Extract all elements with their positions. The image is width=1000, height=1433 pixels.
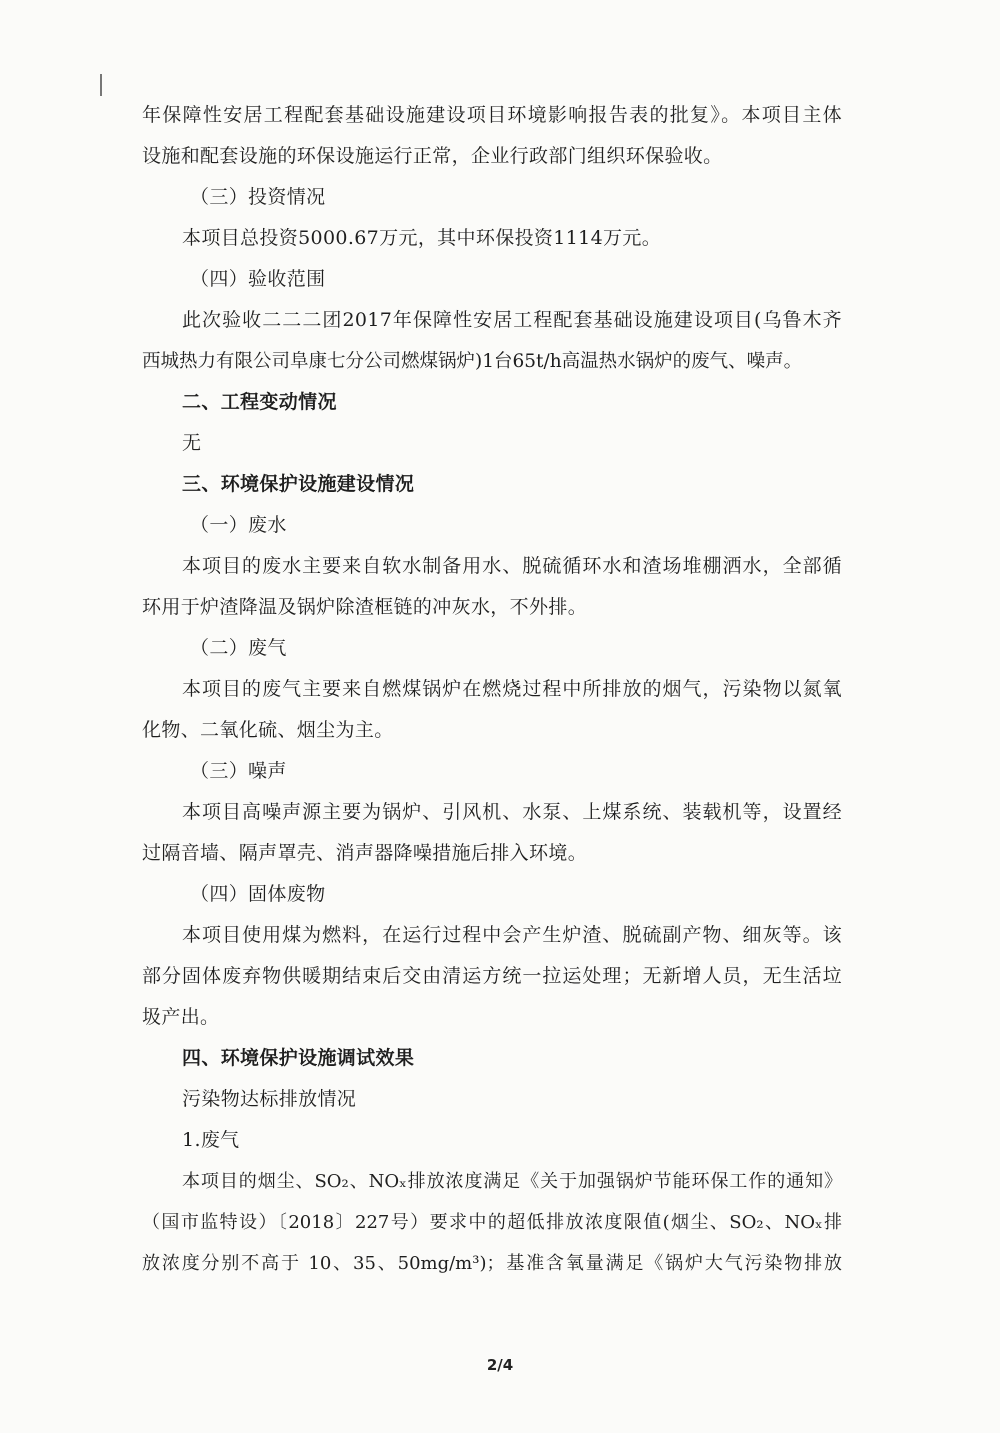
paragraph-line: 本项目使用煤为燃料，在运行过程中会产生炉渣、脱硫副产物、细灰等。该 [182, 924, 842, 946]
section-heading: 四、环境保护设施调试效果 [182, 1047, 415, 1069]
paragraph-line: 本项目高噪声源主要为锅炉、引风机、水泵、上煤系统、装载机等，设置经 [182, 801, 842, 823]
paragraph-line: 此次验收二二二团2017年保障性安居工程配套基础设施建设项目(乌鲁木齐 [182, 309, 842, 331]
paragraph-line: 西城热力有限公司阜康七分公司燃煤锅炉)1台65t/h高温热水锅炉的废气、噪声。 [142, 351, 803, 372]
subsection-heading: （三）投资情况 [190, 186, 326, 208]
paragraph-line: 部分固体废弃物供暖期结束后交由清运方统一拉运处理；无新增人员，无生活垃 [142, 965, 842, 987]
document-body [142, 95, 842, 1284]
paragraph-line: 无 [182, 432, 202, 454]
paragraph-line: 本项目的烟尘、SO₂、NOₓ排放浓度满足《关于加强锅炉节能环保工作的通知》 [182, 1171, 842, 1192]
section-heading: 二、工程变动情况 [182, 391, 337, 413]
section-heading: 三、环境保护设施建设情况 [182, 473, 415, 495]
paragraph-line: 本项目总投资5000.67万元，其中环保投资1114万元。 [182, 227, 662, 249]
paragraph-line: 本项目的废水主要来自软水制备用水、脱硫循环水和渣场堆棚洒水，全部循 [182, 555, 842, 577]
paragraph-line: 过隔音墙、隔声罩壳、消声器降噪措施后排入环境。 [142, 842, 588, 864]
paragraph-line: 环用于炉渣降温及锅炉除渣框链的冲灰水，不外排。 [142, 596, 588, 618]
paragraph-line: 1.废气 [182, 1129, 240, 1151]
subsection-heading: （二）废气 [190, 637, 287, 659]
paragraph-line: 年保障性安居工程配套基础设施建设项目环境影响报告表的批复》。本项目主体 [142, 104, 842, 126]
paragraph-line: （国市监特设）〔2018〕227号）要求中的超低排放浓度限值(烟尘、SO₂、NOₓ排 [142, 1212, 842, 1233]
subsection-heading: （一）废水 [190, 514, 287, 536]
subsection-heading: （四）验收范围 [190, 268, 326, 290]
scan-margin-mark [100, 74, 102, 96]
subsection-heading: （四）固体废物 [190, 883, 326, 905]
paragraph-line: 设施和配套设施的环保设施运行正常，企业行政部门组织环保验收。 [142, 145, 723, 167]
subsection-heading: （三）噪声 [190, 760, 287, 782]
paragraph-line: 污染物达标排放情况 [182, 1088, 357, 1110]
page-number: 2/4 [486, 1356, 514, 1374]
paragraph-line: 本项目的废气主要来自燃煤锅炉在燃烧过程中所排放的烟气，污染物以氮氧 [182, 678, 842, 700]
paragraph-line: 放浓度分别不高于 10、35、50mg/m³)；基准含氧量满足《锅炉大气污染物排放 [142, 1253, 842, 1274]
paragraph-line: 化物、二氧化硫、烟尘为主。 [142, 719, 394, 741]
paragraph-line: 圾产出。 [142, 1006, 220, 1028]
